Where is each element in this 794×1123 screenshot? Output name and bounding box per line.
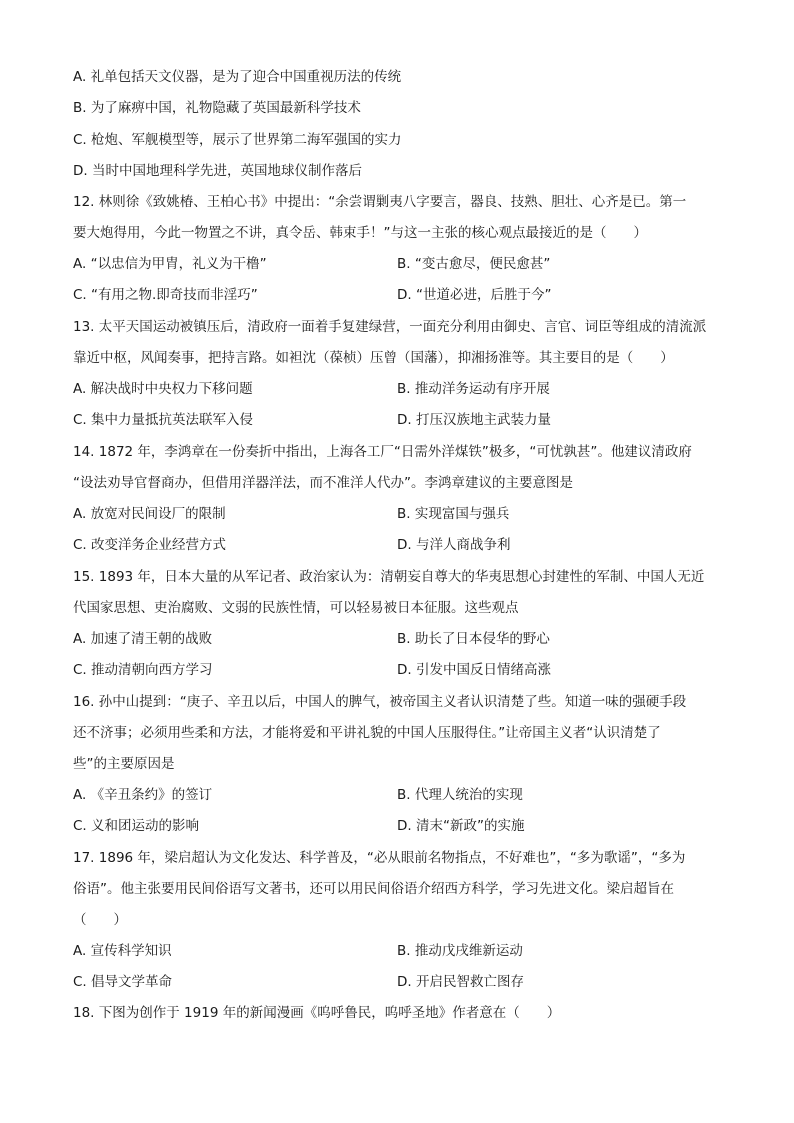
q11-option-c: C. 枪炮、军舰模型等，展示了世界第二海军强国的实力 xyxy=(73,132,402,148)
q13-option-c: C. 集中力量抵抗英法联军入侵 xyxy=(73,412,254,428)
q15-option-a: A. 加速了清王朝的战败 xyxy=(73,631,213,647)
q11-option-a: A. 礼单包括天文仪器，是为了迎合中国重视历法的传统 xyxy=(73,69,402,85)
q14-stem-line2: “设法劝导官督商办，但借用洋器洋法，而不准洋人代办”。李鸿章建议的主要意图是 xyxy=(73,475,573,491)
q11-option-d: D. 当时中国地理科学先进，英国地球仪制作落后 xyxy=(73,163,362,179)
q12-option-d: D. “世道必进，后胜于今” xyxy=(397,287,552,303)
q17-stem-line2: 俗语”。他主张要用民间俗语写文著书，还可以用民间俗语介绍西方科学，学习先进文化。梁启超旨在 xyxy=(73,881,674,897)
q16-option-a: A. 《辛丑条约》的签订 xyxy=(73,787,213,803)
q17-option-c: C. 倡导文学革命 xyxy=(73,974,173,990)
q17-option-b: B. 推动戊戌维新运动 xyxy=(397,943,523,959)
q12-stem-line2: 要大炮得用，今此一物置之不讲，真令岳、韩束手！”与这一主张的核心观点最接近的是（ ） xyxy=(73,225,647,241)
q14-stem-line1: 14. 1872 年，李鸿章在一份奏折中指出，上海各工厂“日需外洋煤铁”极多，“可忧孰甚”。他建议清政府 xyxy=(73,444,692,460)
q16-stem-line1: 16. 孙中山提到：“庚子、辛丑以后，中国人的脾气，被帝国主义者认识清楚了些。知道一味的强硬手段 xyxy=(73,694,687,710)
q12-option-a: A. “以忠信为甲胄，礼义为干橹” xyxy=(73,256,267,272)
q14-option-b: B. 实现富国与强兵 xyxy=(397,506,510,522)
q16-option-b: B. 代理人统治的实现 xyxy=(397,787,523,803)
q17-option-a: A. 宣传科学知识 xyxy=(73,943,172,959)
q14-option-d: D. 与洋人商战争利 xyxy=(397,537,511,553)
q15-stem-line2: 代国家思想、吏治腐败、文弱的民族性情，可以轻易被日本征服。这些观点 xyxy=(73,600,519,616)
q13-stem-line2: 靠近中枢，风闻奏事，把持言路。如袒沈（葆桢）压曾（国藩），抑湘扬淮等。其主要目的是（ ） xyxy=(73,350,674,366)
q18-stem-line1: 18. 下图为创作于 1919 年的新闻漫画《呜呼鲁民，呜呼圣地》作者意在（ ） xyxy=(73,1005,561,1021)
q15-stem-line1: 15. 1893 年，日本大量的从军记者、政治家认为：清朝妄自尊大的华夷思想心封建性的军制、中国人无近 xyxy=(73,569,705,585)
q15-option-b: B. 助长了日本侵华的野心 xyxy=(397,631,550,647)
q15-option-c: C. 推动清朝向西方学习 xyxy=(73,662,213,678)
q16-stem-line2: 还不济事；必须用些柔和方法，才能将爱和平讲礼貌的中国人压服得住。”让帝国主义者“认识清楚了 xyxy=(73,725,661,741)
q12-stem-line1: 12. 林则徐《致姚椿、王柏心书》中提出：“余尝谓剿夷八字要言，器良、技熟、胆壮、心齐是已。第一 xyxy=(73,194,687,210)
q12-option-b: B. “变古愈尽，便民愈甚” xyxy=(397,256,551,272)
q17-option-d: D. 开启民智救亡图存 xyxy=(397,974,524,990)
q17-stem-line3: （ ） xyxy=(73,912,127,928)
q11-option-b: B. 为了麻痹中国，礼物隐藏了英国最新科学技术 xyxy=(73,100,361,116)
q12-option-c: C. “有用之物.即奇技而非淫巧” xyxy=(73,287,258,303)
q16-stem-line3: 些”的主要原因是 xyxy=(73,756,175,772)
q14-option-a: A. 放宽对民间设厂的限制 xyxy=(73,506,226,522)
q13-option-b: B. 推动洋务运动有序开展 xyxy=(397,381,550,397)
q16-option-c: C. 义和团运动的影响 xyxy=(73,818,200,834)
q13-option-d: D. 打压汉族地主武装力量 xyxy=(397,412,551,428)
q13-option-a: A. 解决战时中央权力下移问题 xyxy=(73,381,253,397)
q16-option-d: D. 清末“新政”的实施 xyxy=(397,818,525,834)
q15-option-d: D. 引发中国反日情绪高涨 xyxy=(397,662,551,678)
q13-stem-line1: 13. 太平天国运动被镇压后，清政府一面着手复建绿营，一面充分利用由御史、言官、词臣等组成的清流派 xyxy=(73,319,707,335)
q14-option-c: C. 改变洋务企业经营方式 xyxy=(73,537,227,553)
q17-stem-line1: 17. 1896 年，梁启超认为文化发达、科学普及，“必从眼前名物指点，不好难也”，“多为歌谣”，“多为 xyxy=(73,850,686,866)
